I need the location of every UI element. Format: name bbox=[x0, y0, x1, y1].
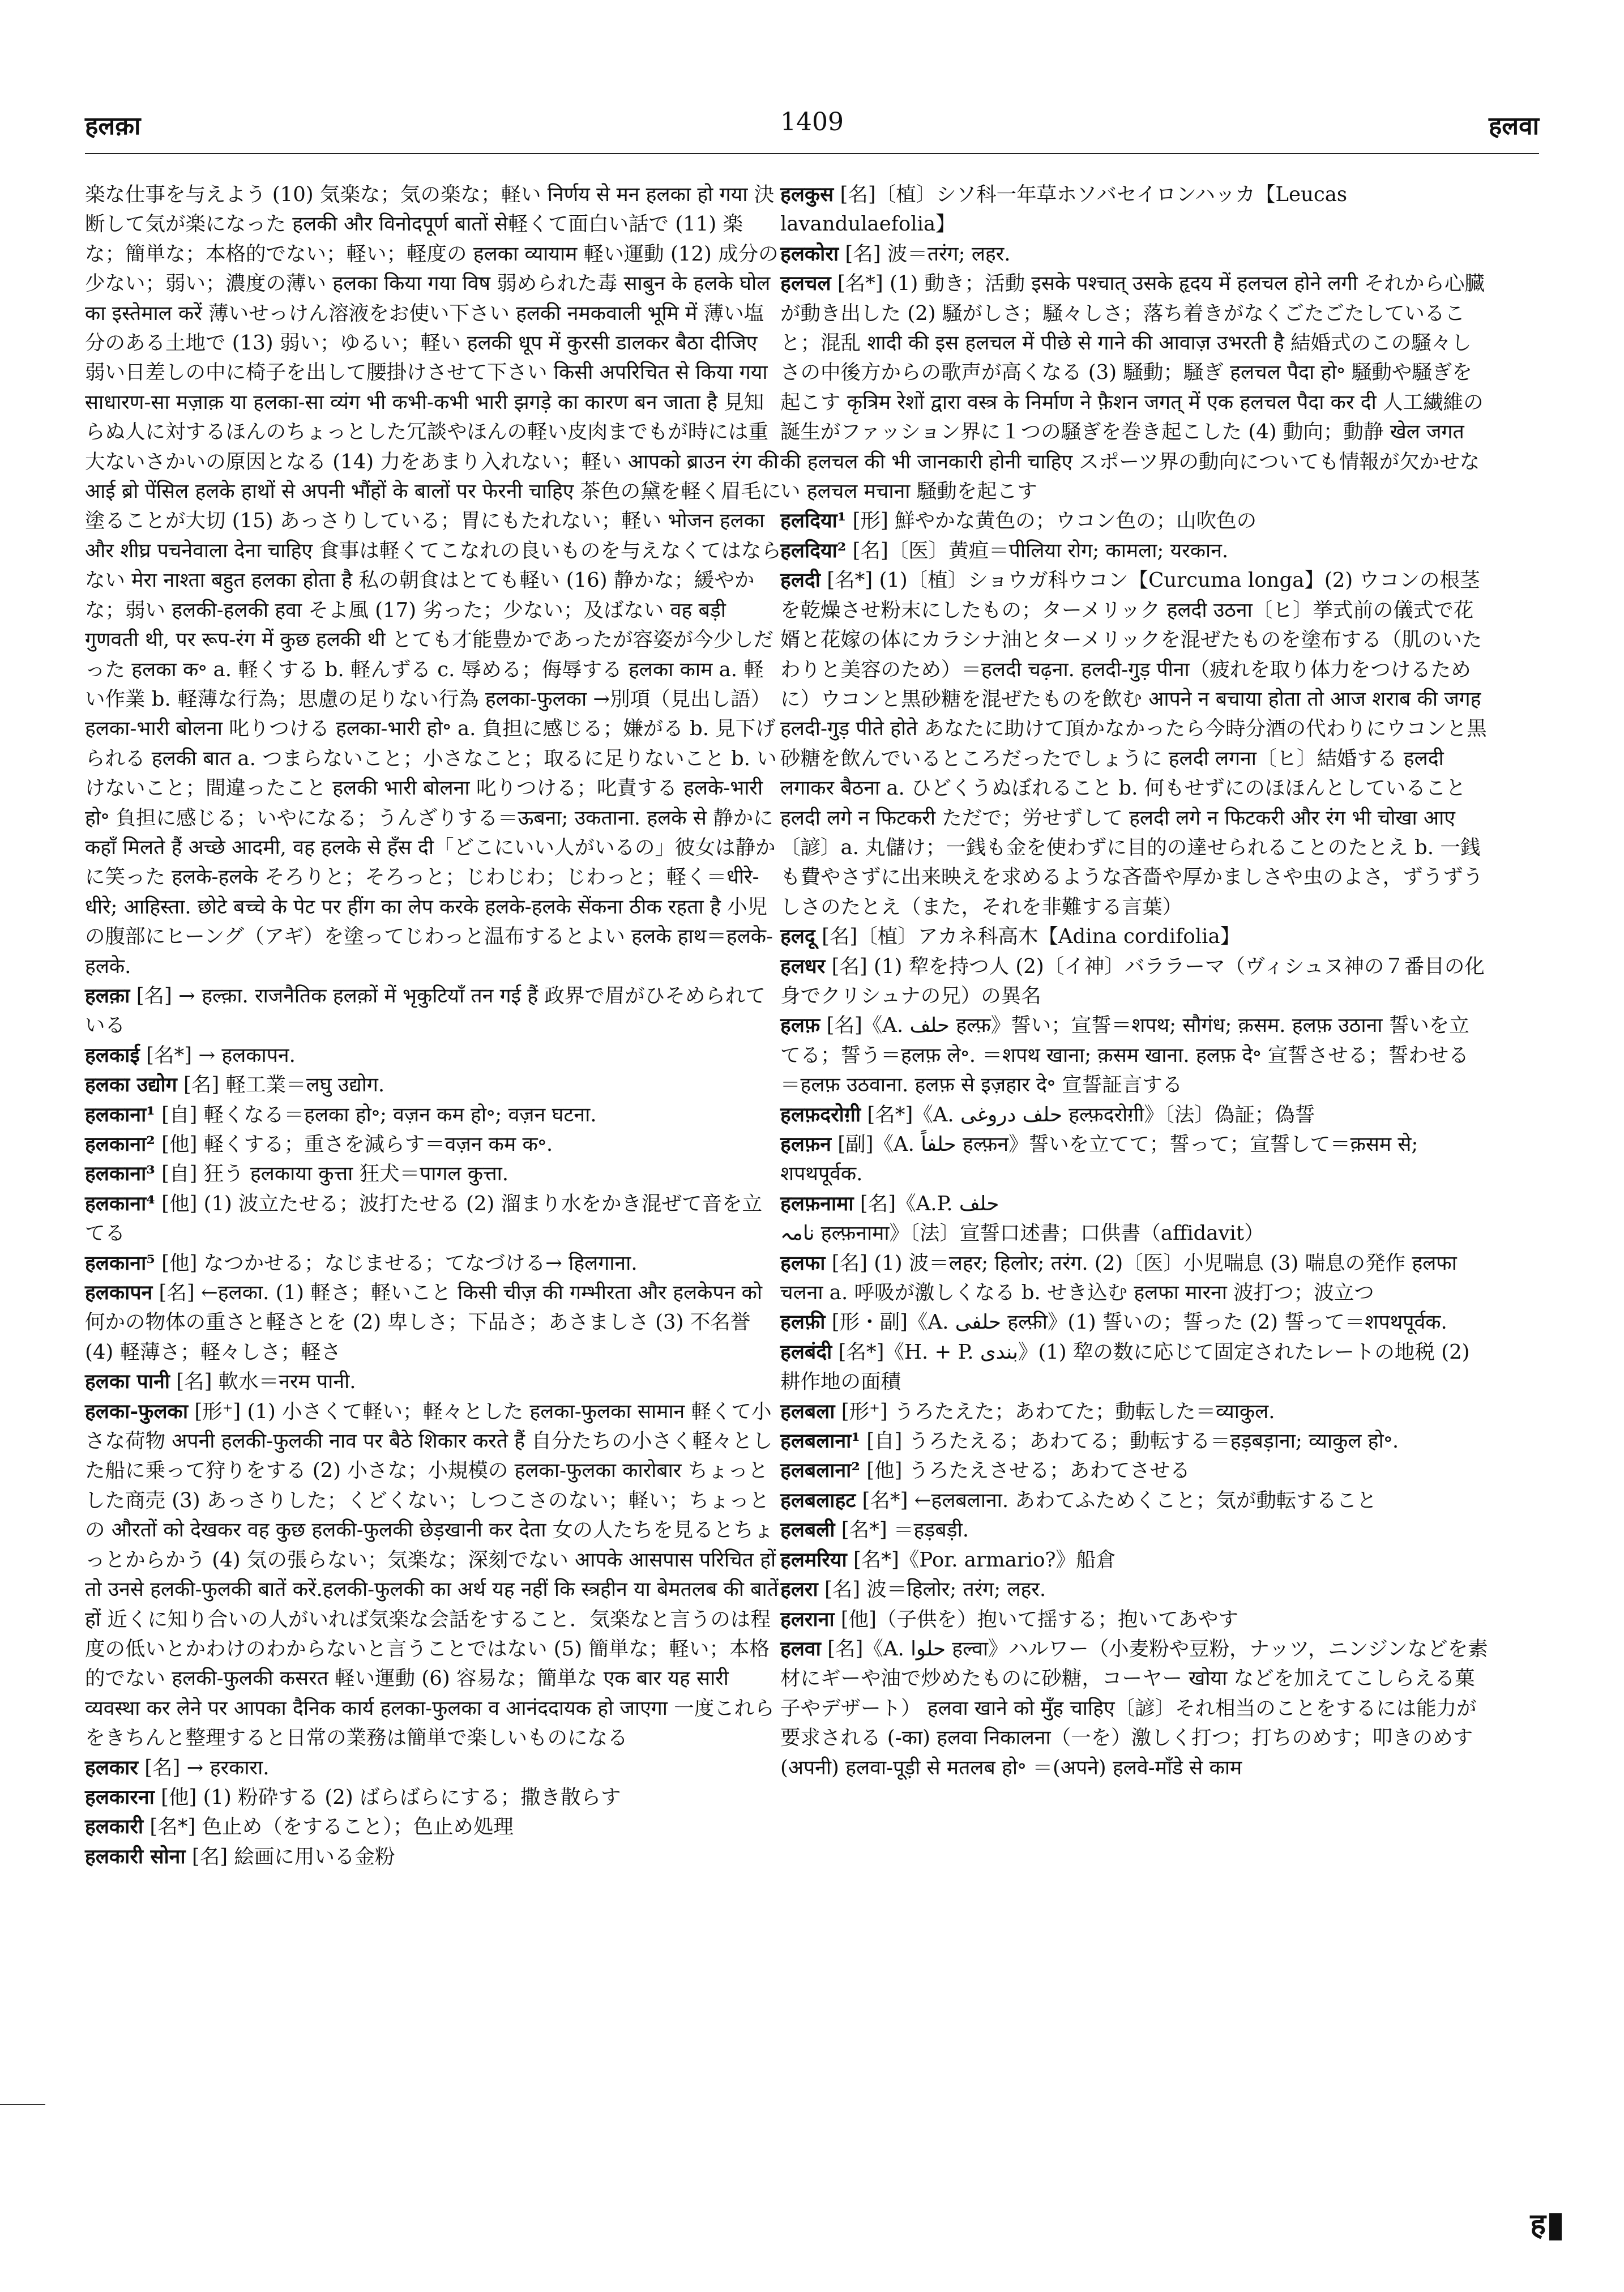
dictionary-entry bbox=[780, 1338, 1488, 1397]
header-rule bbox=[85, 153, 1539, 154]
dictionary-entry bbox=[85, 1278, 781, 1367]
entry-definition: [名] 絵画に用いる金粉 bbox=[191, 1845, 395, 1868]
entry-headword: हलबली bbox=[780, 1518, 835, 1542]
dictionary-entry bbox=[85, 1189, 781, 1249]
entry-definition: [他] (1) 粉砕する (2) ばらばらにする；撒き散らす bbox=[161, 1785, 621, 1809]
entry-headword: हलफा bbox=[780, 1251, 826, 1275]
entry-headword: हलमरिया bbox=[780, 1548, 847, 1572]
entry-definition: [名*] (1) 動き；活動 इसके पश्चात् उसके हृदय में हलचल होने लगी それから心臓が動き出した (2) 騒がしさ；騒々しさ；落ち着きがなくごたごたしていること；混乱 शादी की इस हलचल में पीछे से गाने की आवाज़ उभरती है 結婚式のこの騒々しさの中後方からの歌声が高くなる (3) 騒動；騒ぎ हलचल पैदा हो॰ 騒動や騒ぎを起こす कृत्रिम रेशों द्वारा वस्त्र के निर्माण ने फ़ैशन जगत् में एक हलचल पैदा कर दी 人工繊維の誕生がファッション界に１つの騒ぎを巻き起こした (4) 動向；動静 खेल जगत की हलचल की भी जानकारी होनी चाहिए スポーツ界の動向についても情報が欠かせない हलचल मचाना 騒動を起こす bbox=[780, 272, 1485, 503]
thumb-index-letter: ह bbox=[1530, 2207, 1546, 2242]
entry-definition: [名]《A. حلف हल्फ़》誓い；宣誓＝शपथ; सौगंध; क़सम. हलफ़ उठाना 誓いを立てる；誓う＝हलफ़ ले॰. ＝शपथ खाना; क़सम खाना. हलफ़ दे॰ 宣誓させる；誓わせる＝हलफ़ उठवाना. हलफ़ से इज़हार दे॰ 宣誓証言する bbox=[780, 1014, 1469, 1097]
entry-headword: हलकापन bbox=[85, 1281, 153, 1305]
entry-definition: [他] うろたえさせる；あわてさせる bbox=[866, 1459, 1190, 1483]
left-running-headword: हलक़ा bbox=[85, 112, 141, 140]
entry-definition: [自] 軽くなる＝हलका हो॰; वज़न कम हो॰; वज़न घटना. bbox=[161, 1103, 597, 1126]
dictionary-entry bbox=[85, 1070, 781, 1100]
entry-headword: हलबला bbox=[780, 1399, 835, 1423]
dictionary-entry bbox=[780, 180, 1488, 240]
entry-definition: [名*]《A. حلف دروغی हल्फ़दरोग़ी》〔法〕偽証；偽誓 bbox=[867, 1103, 1315, 1126]
entry-definition: [名*] ←हलबलाना. あわてふためくこと；気が動転すること bbox=[862, 1488, 1377, 1512]
dictionary-entry bbox=[85, 1812, 781, 1842]
dictionary-entry bbox=[780, 566, 1488, 922]
dictionary-entry bbox=[780, 1249, 1488, 1308]
left-column bbox=[85, 180, 781, 1872]
dictionary-entry bbox=[780, 1634, 1488, 1783]
entry-headword: हलकाना² bbox=[85, 1133, 155, 1156]
entry-headword: हलदी bbox=[780, 569, 820, 592]
dictionary-entry bbox=[780, 1130, 1488, 1189]
entry-definition: [名]〔医〕黄疸＝पीलिया रोग; कामला; यरकान. bbox=[852, 539, 1229, 562]
entry-headword: हलवा bbox=[780, 1637, 821, 1661]
dictionary-entry bbox=[85, 1842, 781, 1872]
dictionary-entry bbox=[85, 1397, 781, 1753]
entry-headword: हलरा bbox=[780, 1578, 818, 1602]
entry-headword: हलबलाना¹ bbox=[780, 1429, 860, 1453]
entry-definition: [名] (1) 犂を持つ人 (2)〔イ神〕バララーマ（ヴィシュヌ神の７番目の化身でクリシュナの兄）の異名 bbox=[780, 954, 1485, 1008]
entry-headword: हलकाना⁴ bbox=[85, 1192, 155, 1215]
entry-headword: हलका उद्योग bbox=[85, 1073, 177, 1097]
entry-definition: [他] 軽くする；重さを減らす＝वज़न कम क॰. bbox=[161, 1133, 553, 1156]
entry-definition: [名] 波＝तरंग; लहर. bbox=[845, 242, 1011, 266]
entry-headword: हलकाना⁵ bbox=[85, 1251, 155, 1275]
right-running-headword: हलवा bbox=[1488, 112, 1539, 140]
entry-definition: [名]《A.P. حلف نامہ हल्फ़नामा》〔法〕宣誓口述書；口供書（affidavit） bbox=[780, 1192, 1264, 1245]
entry-definition: [形⁺] (1) 小さくて軽い；軽々とした हलका-फुलका सामान 軽くて小さな荷物 अपनी हलकी-फुलकी नाव पर बैठे शिकार करते हैं 自分たちの小さく軽々とした船に乗って狩りをする (2) 小さな；小規模の हलका-फुलका कारोबार ちょっとした商売 (3) あっさりした；くどくない；しつこさのない；軽い；ちょっとの औरतों को देखकर वह कुछ हलकी-फुलकी छेड़खानी कर देता 女の人たちを見るとちょっとからかう (4) 気の張らない；気楽な；深刻でない आपके आसपास परिचित हों तो उनसे हलकी-फुलकी बातें करें.हलकी-फुलकी का अर्थ यह नहीं कि स्त्रहीन या बेमतलब की बातें हों 近くに知り合いの人がいれば気楽な会話をすること．気楽なと言うのは程度の低いとかわけのわからないと言うことではない (5) 簡単な；軽い；本格的でない हलकी-फुलकी कसरत 軽い運動 (6) 容易な；簡単な एक बार यह सारी व्यवस्था कर लेने पर आपका दैनिक कार्य हलका-फुलका व आनंददायक हो जाएगा 一度これらをきちんと整理すると日常の業務は簡単で楽しいものになる bbox=[85, 1399, 779, 1750]
entry-headword: हलफ़ bbox=[780, 1014, 820, 1038]
entry-headword: हलकोरा bbox=[780, 242, 839, 266]
entry-definition: [名] 軽工業＝लघु उद्योग. bbox=[183, 1073, 385, 1097]
entry-headword: हलदिया² bbox=[780, 539, 847, 562]
dictionary-entry bbox=[780, 922, 1488, 951]
entry-headword: हलबलाना² bbox=[780, 1459, 860, 1483]
dictionary-entry bbox=[780, 269, 1488, 506]
entry-definition: [名*] (1)〔植〕ショウガ科ウコン【Curcuma longa】(2) ウコンの根茎を乾燥させ粉末にしたもの；ターメリック हलदी उठना〔ヒ〕挙式前の儀式で花婿と花嫁の体にカラシナ油とターメリックを混ぜたものを塗布する（肌のいたわりと美容のため）＝हलदी चढ़ना. हलदी-गुड़ पीना（疲れを取り体力をつけるために）ウコンと黒砂糖を混ぜたものを飲む आपने न बचाया होता तो आज शराब की जगह हलदी-गुड़ पीते होते あなたに助けて頂かなかったら今時分酒の代わりにウコンと黒砂糖を飲んでいるところだったでしょうに हलदी लगना〔ヒ〕結婚する हलदी लगाकर बैठना a. ひどくうぬぼれること b. 何もせずにのほほんとしていること हलदी लगे न फिटकरी ただで；労せずして हलदी लगे न फिटकरी और रंग भी चोखा आए〔諺〕a. 丸儲け；一銭も金を使わずに目的の達せられることのたとえ b. 一銭も費やさずに出来映えを求めるような吝嗇や厚かましさや虫のよさ，ずうずうしさのたとえ（また，それを非難する言葉） bbox=[780, 569, 1487, 919]
dictionary-entry bbox=[780, 1100, 1488, 1130]
entry-definition: [名*] 色止め（をすること）；色止め処理 bbox=[149, 1815, 514, 1839]
thumb-index-block bbox=[1549, 2213, 1562, 2240]
dictionary-entry bbox=[780, 240, 1488, 269]
dictionary-entry bbox=[780, 1397, 1488, 1427]
entry-headword: हलफ़न bbox=[780, 1133, 831, 1156]
entry-headword: हलफ़ी bbox=[780, 1311, 826, 1334]
dictionary-entry bbox=[85, 1367, 781, 1397]
entry-definition: [副]《A. حلفاً हल्फ़न》誓いを立てて；誓って；宣誓して＝क़सम से; शपथपूर्वक. bbox=[780, 1133, 1418, 1186]
entry-headword: हलकाई bbox=[85, 1043, 140, 1067]
entry-headword: हलदिया¹ bbox=[780, 509, 847, 533]
entry-definition: [形⁺] うろたえた；あわてた；動転した＝व्याकुल. bbox=[841, 1399, 1275, 1423]
dictionary-entry bbox=[85, 1041, 781, 1070]
entry-definition: [名] 波＝हिलोर; तरंग; लहर. bbox=[824, 1578, 1046, 1602]
entry-headword: हलका-फुलका bbox=[85, 1399, 189, 1423]
dictionary-entry bbox=[780, 952, 1488, 1011]
dictionary-entry bbox=[780, 536, 1488, 566]
dictionary-entry bbox=[85, 1249, 781, 1278]
dictionary-entry bbox=[85, 1783, 781, 1812]
dictionary-entry bbox=[85, 1753, 781, 1783]
entry-definition: [他] (1) 波立たせる；波打たせる (2) 溜まり水をかき混ぜて音を立てる bbox=[85, 1192, 763, 1245]
dictionary-entry bbox=[780, 1605, 1488, 1634]
dictionary-entry bbox=[780, 506, 1488, 536]
entry-definition: [他]（子供を）抱いて揺する；抱いてあやす bbox=[840, 1607, 1239, 1631]
page-header bbox=[85, 108, 1539, 147]
entry-definition: [名]〔植〕シソ科一年草ホソバセイロンハッカ【Leucas lavandulaefolia】 bbox=[780, 183, 1348, 236]
entry-definition: [名] ←हलका. (1) 軽さ；軽いこと किसी चीज़ की गम्भीरता और हलकेपन को 何かの物体の重さと軽さとを (2) 卑しさ；下品さ；あさましさ (3) 不名誉 (4) 軽薄さ；軽々しさ；軽さ bbox=[85, 1281, 763, 1364]
entry-definition: [自] うろたえる；あわてる；動転する＝हड़बड़ाना; व्याकुल हो॰. bbox=[866, 1429, 1399, 1453]
entry-headword: हलकुस bbox=[780, 183, 834, 206]
entry-definition: [形] 鮮やかな黄色の；ウコン色の；山吹色の bbox=[852, 509, 1257, 533]
entry-definition: [名]《A. حلوا हल्वा》ハルワー（小麦粉や豆粉，ナッツ，ニンジンなどを素材にギーや油で炒めたものに砂糖，コーヤー खोया などを加えてこしらえる菓子やデザート） हलवा खाने को मुँह चाहिए〔諺〕それ相当のことをするには能力が要求される (-का) हलवा निकालना（一を）激しく打つ；打ちのめす；叩きのめす (अपनी) हलवा-पूड़ी से मतलब हो॰ ＝(अपने) हलवे-माँडे से काम bbox=[780, 1637, 1488, 1779]
dictionary-entry bbox=[85, 180, 781, 981]
entry-headword: हलकारी bbox=[85, 1815, 144, 1839]
thumb-index bbox=[1530, 2203, 1562, 2243]
entry-headword: हलराना bbox=[780, 1607, 835, 1631]
dictionary-entry bbox=[780, 1516, 1488, 1545]
entry-definition: [名]〔植〕アカネ科高木【Adina cordifolia】 bbox=[822, 925, 1241, 949]
entry-definition: [名] → हल्क़ा. राजनैतिक हलक़ों में भृकुटियाँ तन गई हैं 政界で眉がひそめられている bbox=[85, 984, 766, 1038]
page-number: 1409 bbox=[780, 108, 844, 136]
entry-headword: हलकारना bbox=[85, 1785, 155, 1809]
dictionary-entry bbox=[780, 1486, 1488, 1516]
entry-headword: हलबलाहट bbox=[780, 1488, 856, 1512]
entry-headword: हलकार bbox=[85, 1756, 138, 1779]
entry-definition: [名] (1) 波＝लहर; हिलोर; तरंग. (2)〔医〕小児喘息 (3) 喘息の発作 हलफा चलना a. 呼吸が激しくなる b. せき込む हलफा मारना 波打つ；波立つ bbox=[780, 1251, 1457, 1305]
dictionary-entry bbox=[780, 1575, 1488, 1604]
right-column bbox=[780, 180, 1488, 1783]
entry-headword: हलका पानी bbox=[85, 1370, 170, 1394]
entry-headword: हलबंदी bbox=[780, 1340, 832, 1364]
entry-headword: हलकारी सोना bbox=[85, 1845, 186, 1868]
dictionary-entry bbox=[85, 1130, 781, 1159]
dictionary-entry bbox=[85, 981, 781, 1041]
dictionary-entry bbox=[780, 1011, 1488, 1100]
entry-headword: हलफ़दरोग़ी bbox=[780, 1103, 861, 1126]
entry-definition: [名] 軟水＝नरम पानी. bbox=[176, 1370, 356, 1394]
dictionary-entry bbox=[780, 1456, 1488, 1486]
dictionary-entry bbox=[85, 1159, 781, 1189]
entry-headword: हलकाना³ bbox=[85, 1162, 155, 1186]
dictionary-entry bbox=[780, 1546, 1488, 1575]
entry-definition: [名*]《H. + P. بندی》(1) 犂の数に応じて固定されたレートの地税 (2) 耕作地の面積 bbox=[780, 1340, 1470, 1394]
dictionary-entry bbox=[780, 1189, 1488, 1249]
entry-headword: हलक़ा bbox=[85, 984, 130, 1008]
entry-definition: [自] 狂う हलकाया कुत्ता 狂犬＝पागल कुत्ता. bbox=[161, 1162, 509, 1186]
entry-headword: हलदू bbox=[780, 925, 815, 949]
entry-definition: 楽な仕事を与えよう (10) 気楽な；気の楽な；軽い निर्णय से मन हलका हो गया 決断して気が楽になった हलकी और विनोदपूर्ण बातों से軽くて面白い話で (11) 楽な；簡単な；本格的でない；軽い；軽度の हलका व्यायाम 軽い運動 (12) 成分の少ない；弱い；濃度の薄い हलका किया गया विष 弱められた毒 साबुन के हलके घोल का इस्तेमाल करें 薄いせっけん溶液をお使い下さい हलकी नमकवाली भूमि में 薄い塩分のある土地で (13) 弱い；ゆるい；軽い हलकी धूप में कुरसी डालकर बैठा दीजिए 弱い日差しの中に椅子を出して腰掛けさせて下さい किसी अपरिचित से किया गया साधारण-सा मज़ाक़ या हलका-सा व्यंग भी कभी-कभी भारी झगड़े का कारण बन जाता है 見知らぬ人に対するほんのちょっとした冗談やほんの軽い皮肉までもが時には重大ないさかいの原因となる (14) 力をあまり入れない；軽い आपको ब्राउन रंग की आई ब्रो पेंसिल हलके हाथों से अपनी भौंहों के बालों पर फेरनी चाहिए 茶色の黛を軽く眉毛に塗ることが大切 (15) あっさりしている；胃にもたれない；軽い भोजन हलका और शीघ्र पचनेवाला देना चाहिए 食事は軽くてこなれの良いものを与えなくてはならない मेरा नाश्ता बहुत हलका होता है 私の朝食はとても軽い (16) 静かな；緩やかな；弱い हलकी-हलकी हवा そよ風 (17) 劣った；少ない；及ばない वह बड़ी गुणवती थी, पर रूप-रंग में कुछ हलकी थी とても才能豊かであったが容姿が今少しだった हलका क॰ a. 軽くする b. 軽んずる c. 辱める；侮辱する हलका काम a. 軽い作業 b. 軽薄な行為；思慮の足りない行為 हलका-फुलका →別項（見出し語） हलका-भारी बोलना 叱りつける हलका-भारी हो॰ a. 負担に感じる；嫌がる b. 見下げられる हलकी बात a. つまらないこと；小さなこと；取るに足りないこと b. いけないこと；間違ったこと हलकी भारी बोलना 叱りつける；叱責する हलके-भारी हो॰ 負担に感じる；いやになる；うんざりする＝ऊबना; उकताना. हलके से 静かに कहाँ मिलते हैं अच्छे आदमी, वह हलके से हँस दी「どこにいい人がいるの」彼女は静かに笑った हलके-हलके そろりと；そろっと；じわじわ；じわっと；軽く＝धीरे-धीरे; आहिस्ता. छोटे बच्चे के पेट पर हींग का लेप करके हलके-हलके सेंकना ठीक रहता है 小児の腹部にヒーング（アギ）を塗ってじわっと温布するとよい हलके हाथ＝हलके-हलके. bbox=[85, 183, 781, 978]
dictionary-entry bbox=[780, 1308, 1488, 1337]
entry-definition: [名*] → हलकापन. bbox=[146, 1043, 296, 1067]
entry-headword: हलफ़नामा bbox=[780, 1192, 854, 1215]
entry-definition: [名*]《Por. armario?》船倉 bbox=[853, 1548, 1117, 1572]
margin-mark bbox=[0, 2104, 45, 2105]
dictionary-entry bbox=[85, 1100, 781, 1130]
entry-definition: [名] → हरकारा. bbox=[144, 1756, 270, 1779]
entry-headword: हलकाना¹ bbox=[85, 1103, 155, 1126]
entry-definition: [他] なつかせる；なじませる；てなづける→ हिलगाना. bbox=[161, 1251, 638, 1275]
dictionary-entry bbox=[780, 1427, 1488, 1456]
entry-definition: [形・副]《A. حلفی हल्फ़ी》(1) 誓いの；誓った (2) 誓って＝शपथपूर्वक. bbox=[831, 1311, 1447, 1334]
entry-definition: [名*] ＝हड़बड़ी. bbox=[841, 1518, 969, 1542]
entry-headword: हलचल bbox=[780, 272, 831, 296]
entry-headword: हलधर bbox=[780, 954, 826, 978]
